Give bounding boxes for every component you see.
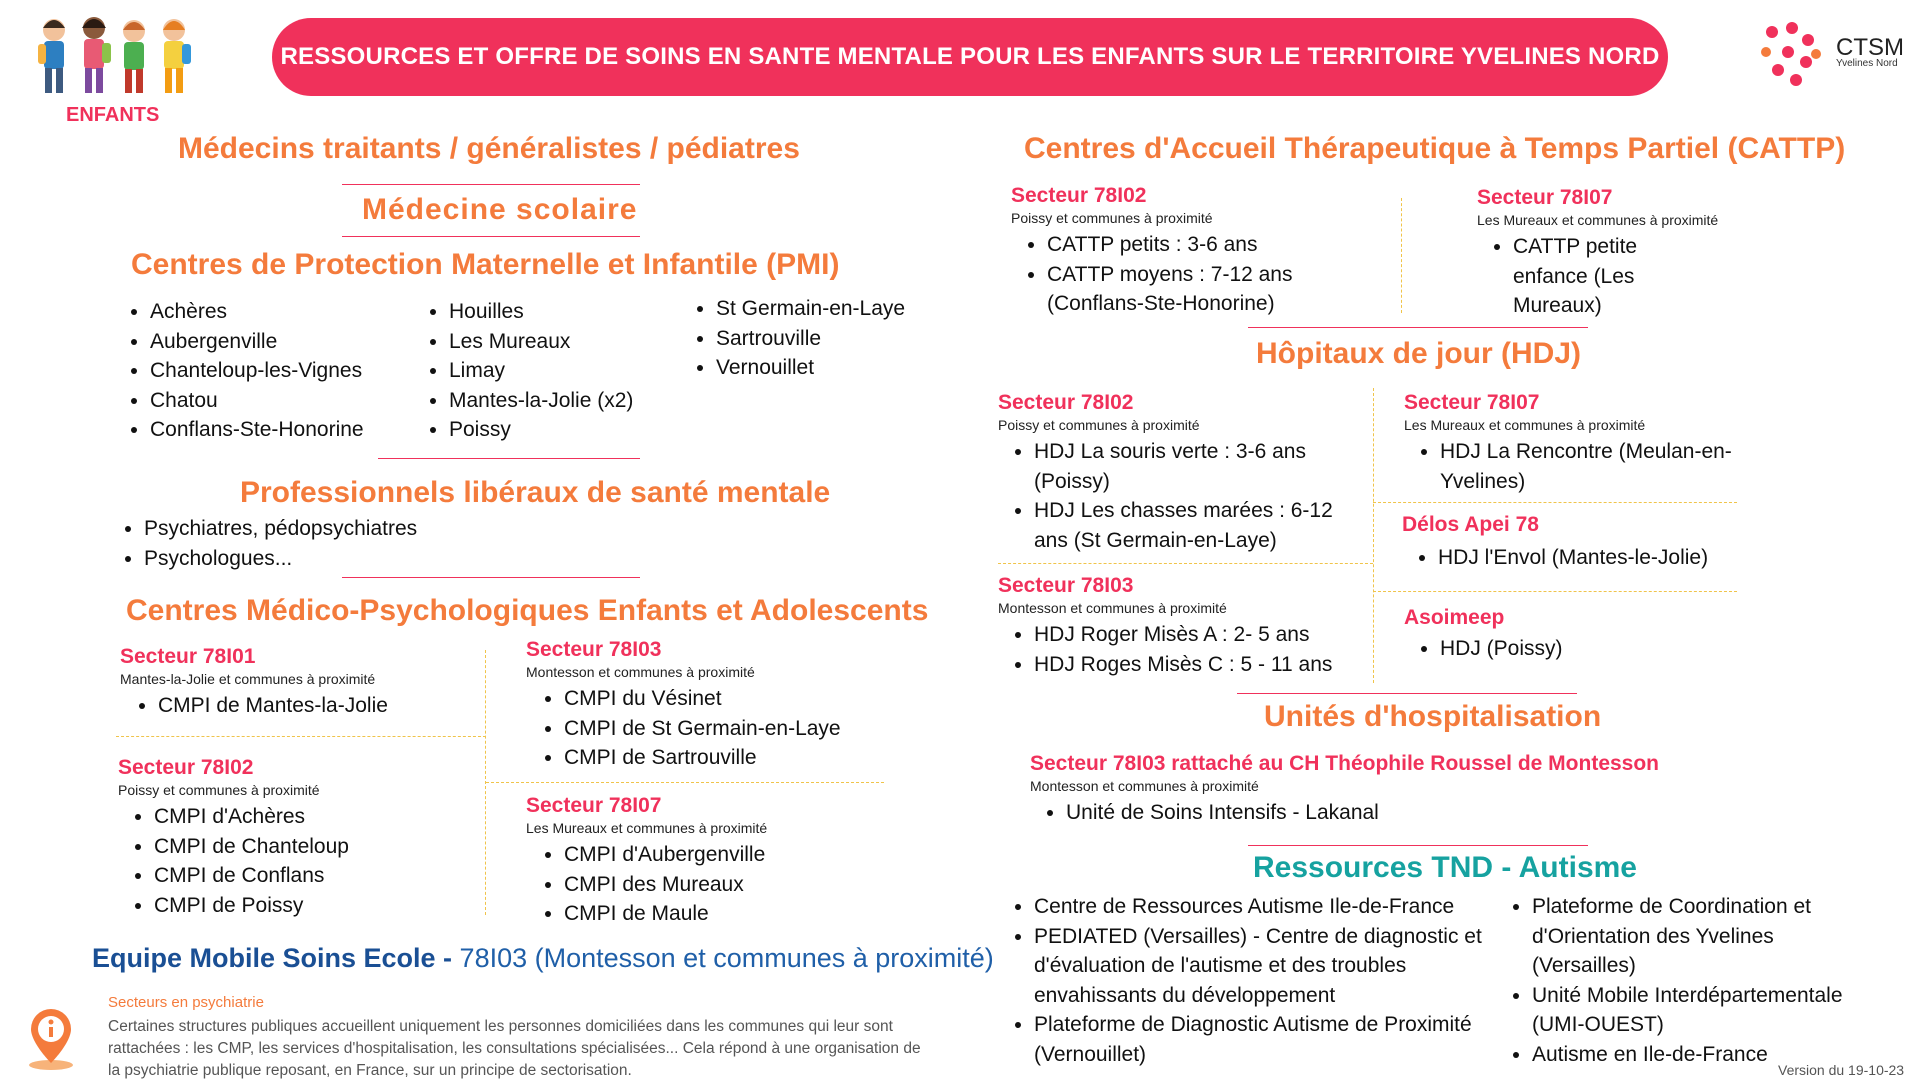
hosp-title: Unités d'hospitalisation [1264,700,1602,733]
list-item: • St Germain-en-Laye [716,294,905,324]
list-item: • CMPI d'Achères [154,802,349,832]
sector-subtitle: Montesson et communes à proximité [1030,778,1259,794]
list-item: • HDJ Roges Misès C : 5 - 11 ans [1034,650,1332,680]
list-item: • PEDIATED (Versailles) - Centre de diagnostic et d'évaluation de l'autisme et des troubles envahissants du développement [1034,922,1514,1011]
cmp-title: Centres Médico-Psychologiques Enfants et Adolescents [126,594,929,627]
emse-line [92,943,994,974]
liberaux-title: Professionnels libéraux de santé mentale [240,476,831,509]
sector-title: Secteur 78I01 [120,645,256,668]
dashed-divider [116,736,486,737]
list-item: • Les Mureaux [449,327,633,357]
list-item: • HDJ Les chasses marées : 6-12 ans (St Germain-en-Laye) [1034,496,1364,555]
sector-subtitle: Poissy et communes à proximité [1011,210,1213,226]
cattp-sector-78i02 [1011,184,1347,319]
logo-subtitle: Yvelines Nord [1836,58,1898,69]
dashed-divider [998,563,1373,564]
list-item: • CMPI de Chanteloup [154,832,349,862]
pmi-list-col3 [688,294,905,383]
sector-subtitle: Les Mureaux et communes à proximité [1404,417,1646,433]
list-item: • Chanteloup-les-Vignes [150,356,364,386]
list-item: • Limay [449,356,633,386]
sector-title: Secteur 78I03 rattaché au CH Théophile Roussel de Montesson [1030,752,1660,775]
divider [342,577,640,578]
note-title: Secteurs en psychiatrie [108,994,264,1011]
dashed-divider [1373,388,1374,683]
dashed-divider [486,782,884,783]
list-item: • Poissy [449,415,633,445]
sector-title: Secteur 78I03 [526,638,662,661]
tnd-list-col2 [1504,892,1872,1069]
cmp-sector-78i02 [118,756,349,920]
list-item: • CATTP petite enfance (Les Mureaux) [1513,232,1713,321]
list-item: • Aubergenville [150,327,364,357]
list-item: • Plateforme de Diagnostic Autisme de Proximité (Vernouillet) [1034,1010,1514,1069]
pmi-title: Centres de Protection Maternelle et Infantile (PMI) [131,248,840,281]
tnd-title: Ressources TND - Autisme [1253,851,1637,884]
cmp-sector-78i07 [526,794,767,929]
info-pin-icon [24,1005,78,1071]
cmp-sector-78i03 [526,638,841,773]
divider [342,184,640,185]
pmi-list-col1 [122,297,364,445]
divider [1237,693,1577,694]
list-item: • CMPI de Maule [564,899,767,929]
sector-subtitle: Montesson et communes à proximité [526,664,755,680]
sector-title: Asoimeep [1404,606,1505,629]
cmp-sector-78i01 [120,645,388,721]
list-item: • Houilles [449,297,633,327]
divider [1248,845,1588,846]
list-item: • CMPI de St Germain-en-Laye [564,714,841,744]
sector-title: Secteur 78I02 [118,756,254,779]
list-item: • Achères [150,297,364,327]
list-item: • Unité de Soins Intensifs - Lakanal [1066,798,1659,828]
divider [378,458,640,459]
list-item: • CMPI de Conflans [154,861,349,891]
tnd-list-col1 [1006,892,1514,1069]
version-label: Version du 19-10-23 [1778,1062,1905,1078]
list-item: • HDJ l'Envol (Mantes-le-Jolie) [1438,543,1708,573]
list-item: • CMPI de Poissy [154,891,349,921]
pmi-list-col2 [421,297,633,445]
list-item: • HDJ Roger Misès A : 2- 5 ans [1034,620,1332,650]
sector-title: Secteur 78I02 [1011,184,1147,207]
sector-subtitle: Poissy et communes à proximité [118,782,320,798]
list-item: • Mantes-la-Jolie (x2) [449,386,633,416]
hdj-title: Hôpitaux de jour (HDJ) [1256,337,1582,370]
sector-title: Secteur 78I07 [526,794,662,817]
liberaux-list [116,514,417,573]
divider [342,236,640,237]
list-item: • HDJ (Poissy) [1440,634,1563,664]
cattp-title: Centres d'Accueil Thérapeutique à Temps Partiel (CATTP) [1024,132,1846,165]
hosp-sector [1030,752,1659,828]
sector-subtitle: Les Mureaux et communes à proximité [1477,212,1719,228]
sector-title: Secteur 78I02 [998,391,1134,414]
sector-title: Secteur 78I07 [1404,391,1540,414]
list-item: • Psychologues... [144,544,417,574]
medecine-scolaire-title: Médecine scolaire [362,193,638,226]
list-item: • CMPI de Mantes-la-Jolie [158,691,388,721]
list-item: • CMPI de Sartrouville [564,743,841,773]
list-item: • Autisme en Ile-de-France [1532,1040,1872,1070]
audience-label: ENFANTS [66,104,160,126]
list-item: • CMPI des Mureaux [564,870,767,900]
list-item: • CMPI d'Aubergenville [564,840,767,870]
list-item: • CATTP petits : 3-6 ans [1047,230,1347,260]
hdj-asoimeep [1404,606,1563,664]
dashed-divider [1401,198,1402,313]
note-text: Certaines structures publiques accueillent uniquement les personnes domiciliées dans les communes qui leur sont rattachées : les CMP, les services d'hospitalisation, les consultations spécialisées... Cela répond à une organisation de la psychiatrie publique reposant, en France, sur un principe de sectorisation. [108,1018,921,1079]
list-item: • Conflans-Ste-Honorine [150,415,364,445]
sector-title: Secteur 78I07 [1477,186,1613,209]
page-title: RESSOURCES ET OFFRE DE SOINS EN SANTE MENTALE POUR LES ENFANTS SUR LE TERRITOIRE YVELINES NORD [280,43,1660,70]
divider [1248,327,1588,328]
emse-title: Equipe Mobile Soins Ecole - [92,943,453,973]
hdj-delos [1402,513,1708,573]
list-item: • HDJ La Rencontre (Meulan-en-Yvelines) [1440,437,1740,496]
hdj-sector-78i03 [998,574,1332,679]
sector-subtitle: Les Mureaux et communes à proximité [526,820,768,836]
hdj-sector-78i02 [998,391,1364,555]
logo-name: CTSM [1836,34,1904,61]
list-item: • CATTP moyens : 7-12 ans (Conflans-Ste-Honorine) [1047,260,1347,319]
list-item: • Sartrouville [716,324,905,354]
sector-title: Délos Apei 78 [1402,513,1539,536]
cattp-sector-78i07 [1477,186,1718,321]
list-item: • Chatou [150,386,364,416]
list-item: • Vernouillet [716,353,905,383]
dashed-divider [1373,591,1737,592]
ctsm-logo-icon [1758,18,1830,88]
list-item: • CMPI du Vésinet [564,684,841,714]
list-item: • Plateforme de Coordination et d'Orientation des Yvelines (Versailles) [1532,892,1872,981]
list-item: • Unité Mobile Interdépartementale (UMI-OUEST) [1532,981,1872,1040]
list-item: • Centre de Ressources Autisme Ile-de-France [1034,892,1514,922]
hdj-sector-78i07 [1404,391,1740,496]
sector-subtitle: Poissy et communes à proximité [998,417,1200,433]
sector-subtitle: Mantes-la-Jolie et communes à proximité [120,671,376,687]
dashed-divider [1373,502,1737,503]
list-item: • Psychiatres, pédopsychiatres [144,514,417,544]
list-item: • HDJ La souris verte : 3-6 ans (Poissy) [1034,437,1364,496]
sector-title: Secteur 78I03 [998,574,1134,597]
sector-subtitle: Montesson et communes à proximité [998,600,1227,616]
emse-detail: 78I03 (Montesson et communes à proximité) [452,943,994,973]
medecins-title: Médecins traitants / généralistes / pédiatres [178,132,800,165]
children-illustration [32,8,212,100]
page-title-banner [272,18,1668,96]
